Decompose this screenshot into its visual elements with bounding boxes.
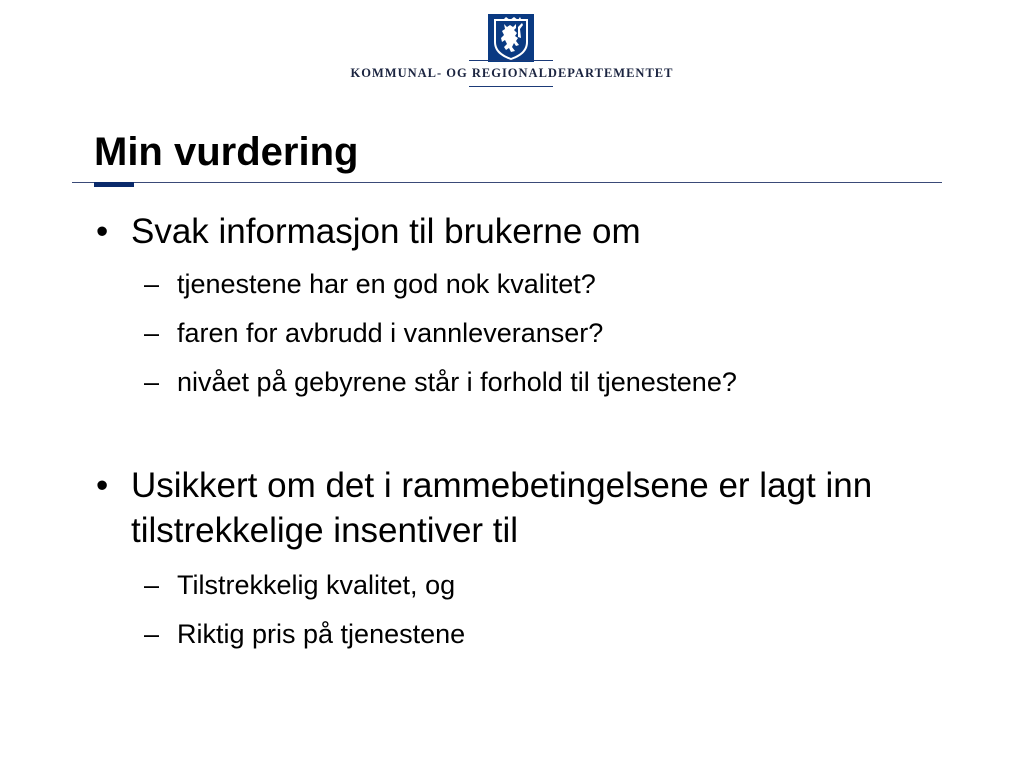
subitem-text: Tilstrekkelig kvalitet, og xyxy=(177,570,456,600)
bullet-marker: • xyxy=(96,466,109,505)
bullet-item-2 xyxy=(96,463,936,553)
subitem-1-2 xyxy=(144,316,924,350)
bullet-text: Usikkert om det i rammebetingelsene er lagt inn tilstrekkelige insentiver til xyxy=(131,466,873,550)
bullet-item-1 xyxy=(96,209,936,254)
subitem-marker: – xyxy=(144,318,160,348)
subitem-text: Riktig pris på tjenestene xyxy=(177,619,466,649)
subitem-marker: – xyxy=(144,269,160,299)
slide-title: Min vurdering xyxy=(94,130,359,174)
subitem-text: tjenestene har en god nok kvalitet? xyxy=(177,269,596,299)
subitem-2-2 xyxy=(144,617,924,651)
subitem-text: nivået på gebyrene står i forhold til tjenestene? xyxy=(177,367,737,397)
bullet-text: Svak informasjon til brukerne om xyxy=(131,212,641,251)
subitem-text: faren for avbrudd i vannleveranser? xyxy=(177,318,604,348)
bullet-marker: • xyxy=(96,212,109,251)
subitem-1-3 xyxy=(144,365,924,399)
subitem-1-1 xyxy=(144,267,924,301)
subitem-marker: – xyxy=(144,367,160,397)
subitem-marker: – xyxy=(144,570,160,600)
subitem-2-1 xyxy=(144,568,924,602)
subitem-marker: – xyxy=(144,619,160,649)
ministry-name: KOMMUNAL- OG REGIONALDEPARTEMENTET xyxy=(350,66,674,80)
